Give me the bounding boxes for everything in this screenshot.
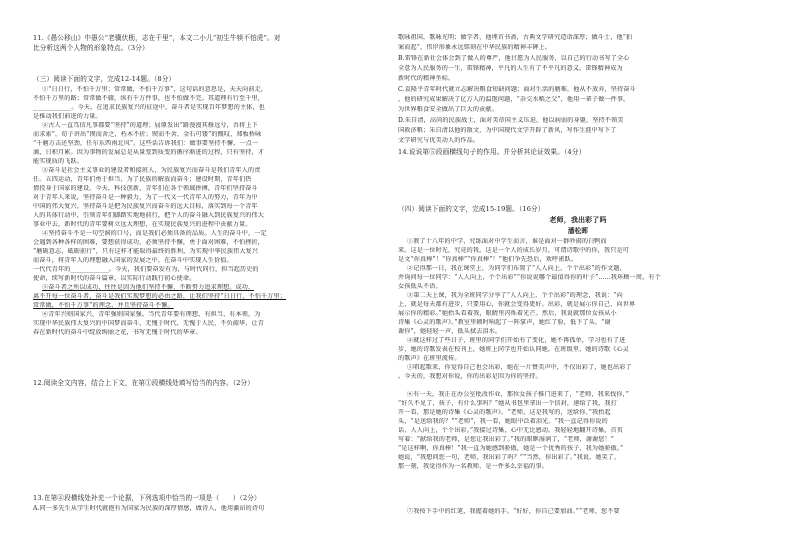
right-column-line: C.袁隆平青年时代就立志解决粮食短缺问题；面对生活的磨难，他从不放弃，坚持奋斗	[398, 86, 636, 93]
right-column-line: （四）阅读下面的文字，完成15-19题。（16分）	[398, 205, 545, 213]
right-column-line: 新时代的精神坐标。	[398, 75, 455, 82]
right-column-line: 开一看，那是她的诗集《心灵的歌声》。“老师，这是我写的，送给你。”我抬起	[398, 409, 611, 416]
right-column-line: 女孩低头不语。	[398, 283, 442, 290]
left-column-line: 滴，日积月累。因为事物的发展总是从量变到质变的循序渐进的过程，只有坚持，才	[33, 149, 265, 156]
left-column-line: 情投身于国家的建设。今天，科技创新、青年们在各个领域拼搏，青年们坚持奋斗	[33, 185, 258, 192]
left-column-line: ①“日日行，不怕千万里；常常做，不怕千万事”，这句话的意思是，天天向前走，	[42, 86, 268, 93]
right-column-line: 国救济粮；朱自清以他的散文，为中国现代文学开辟了新风，写作生涯中写下了	[398, 127, 617, 134]
left-column-line: ②古人一直笃信凡事都要“坚持”的道理；屈原发出“路漫漫其修远兮，吾将上下	[42, 122, 258, 129]
left-column-line: 常常做，不怕千万事”的理念，并且坚持奋斗不懈。	[33, 302, 174, 309]
right-column-line: 来。这是一位时光，究竟的我。这是一个人的成长岁月，可谓诗歌中的你，我只是可	[398, 247, 630, 254]
right-column-line: ⑤唱起歌来，你觉得自己也会出彩，她在一片赞美声中，不仅出彩了，她也出彩了	[407, 364, 632, 371]
answer-area-q12	[33, 390, 358, 490]
right-column-line: ②记得那一日，我在课堂上，为同学们布置了“人人向上，个个出彩”的作文题，	[407, 265, 626, 272]
left-column-line: 对于青年人来说，坚持奋斗是一种毅力，为了一代又一代青年人的努力，青年为中	[33, 194, 258, 201]
right-column-line: 那一刻，我觉得作为一名教师，是一件多么幸福的事。	[398, 463, 548, 470]
left-column-line: 12.阅读全文内容，结合上下文，在第①段横线处填写恰当的内容。（2分）	[33, 379, 255, 387]
right-column-line: 步，她的诗歌发表在校刊上，她班上同学也开始认同她，在班级里，她的诗歌《心灵	[398, 346, 630, 353]
left-column-line: 会遇到各种各样的困难，要想获得成功，必须坚持不懈，勇于面对困难，不怕挫折，	[33, 239, 265, 246]
right-column-line: 文学研究与优美动人的作品。	[398, 137, 480, 144]
left-column-line: 春在新时代的奋斗中绽放绚丽之花，书写无愧于时代的华章。	[33, 329, 202, 336]
answer-area-q11	[33, 54, 358, 72]
right-column-line: ③第二天上课，我为全班同学分享了“人人向上，个个出彩”的理念，我说：“向	[407, 292, 623, 299]
right-column-line: ，他的研究成果解决了亿万人的温饱问题，“杂交水稻之父”，他用一辈子做一件事，	[398, 96, 630, 103]
right-column-line: ④就这样过了些日子，班里的同学们开始有了变化，她不再孤单，学习也有了进	[407, 337, 626, 344]
left-column-line: 使命，续写新时代的奋斗篇章，以实际行动践行初心使命。	[33, 275, 196, 282]
right-column-line: “好久不见了，孩子，有什么事吗？”她从书包里拿出一个信封，递给了我，我打	[398, 400, 617, 407]
right-column-line: ⑦我按下手中的红笔，我握着她的手。“好好，你自己要加油。”“老师，您不要	[407, 508, 620, 515]
left-column-line: ③奋斗是社会主义事业的建设者和接班人，为民族复兴而奋斗是我们青年人的责	[42, 167, 261, 174]
left-column-line: ____________。今天，在追求民族复兴的征途中，奋斗者是实现百年梦想的主体，也	[33, 104, 265, 111]
right-column-line: 。今天的，我想对你说，你的出彩是因为你的坚持。	[398, 373, 542, 380]
left-column-line: 一代代青年的____________。今天，我们要奋发有为，与时代同行，担当起历史的	[33, 266, 259, 273]
answer-area-q14	[398, 158, 758, 200]
right-column-line: 全意为人民服务的一生，雷锋精神，平凡的人生有了不平凡的意义。雷锋精神成为	[398, 65, 623, 72]
right-column-line: 诗集《心灵的歌声》。”教室里顿时响起了一阵掌声，她红了脸，低下了头，“谢	[398, 319, 611, 326]
right-column-line: B.雷锋在新社会体会到了做人的尊严，他甘愿为人民服务，以自己的行动书写了全心	[398, 55, 630, 62]
right-column-line: ⑥有一天，我正在办公室批改作业，那位女孩子推门进来了，“老师，我来找你，”	[407, 391, 630, 398]
left-column-line: 事业中去，新时代的青年要树立远大理想，在实现民族复兴的进程中贡献力量。	[33, 221, 252, 228]
left-column-line: 人的具体行动中，引领青年们脚踏实地地前行，把个人的奋斗融入到民族复兴的伟大	[33, 212, 265, 219]
right-column-line: 歌咏祖国，歌咏光明；做学者，他埋首书斋，古典文学研究造诣深厚；做斗士，他“拍	[398, 34, 633, 41]
left-column-line: 中国的伟大复兴。坚持奋斗是把为民族复兴而奋斗的远大目标，落实到每一个青年	[33, 203, 258, 210]
left-column-line: ⑤奋斗者之所以成功，往往是因为他们坚持不懈，不断努力追求理想。成功，	[42, 284, 255, 291]
left-column-line: A.同一多先生从学生时代就抱有为国家为民族的深厚情感，做诗人，他用激昂的诗句	[33, 505, 265, 512]
left-column-line: 不怕千万里的路；常常做不辍，纵有千万件事，也不怕做不完。其道理有行至千里，	[33, 95, 265, 102]
left-column-line: （三）阅读下面的文字，完成12-14题。（8分）	[33, 75, 176, 83]
left-column-line: “千磨万击还坚劲，任尔东西南北风”。这些话告诉我们：做事要坚持不懈，一点一	[33, 140, 259, 147]
right-column-line: 上，就是每天都有进步，只要用心，你就会变得更好。出彩，就是展示你自己，向世界	[398, 301, 636, 308]
left-column-line: 能实现质的飞跃。	[33, 158, 83, 165]
left-column-line: 13.在第④段横线处补充一个论据，下列选项中恰当的一项是（ ）（2分）	[33, 494, 261, 502]
right-column-line: “是这样啊，你真棒！”我一直为她感到骄傲，她是一个优秀的孩子，我为她骄傲。”	[398, 445, 624, 452]
right-column-line: 的歌声》在班里流传。	[398, 355, 461, 362]
right-column-line: 她说，“我想问您一句，老师，我出彩了吗？”“当然，你出彩了。”我说，她笑了，	[398, 454, 621, 461]
right-column-line: 写着：“献给我的老师，是您让我出彩了。”我的眼眶湿润了，“老师，谢谢您！”	[398, 436, 615, 443]
right-column-line: D.朱自清，高尚的民族战士，面对美帝国主义压迫，他以病弱的身躯，坚持不领美	[398, 117, 624, 124]
right-column-line: 为世界粮食安全做出了巨大的贡献。	[398, 106, 498, 113]
right-column-line: 展示你的精彩。”她抬头看着我，眼睛里闪烁着光芒。然后，我说就那位女孩从小	[398, 310, 617, 317]
left-column-line: 而求索”，荀子讲出“锲而舍之，朽木不折；锲而不舍，金石可镂”的慨叹，郑板桥咏	[33, 131, 262, 138]
left-column-line: 任。五四运动，青年们勇于担当，为了民族的解放而奋斗；建设时期，青年们热	[33, 176, 252, 183]
left-column-line: “磨砺意志，砥砺前行”，只有这样才能取得最终的胜利，为实现中华民族伟大复兴	[33, 248, 259, 255]
right-column-line: 潘松晖	[567, 227, 589, 235]
left-column-line: 离不开每一位奋斗者，奋斗是我们实现梦想的必由之路，让我们坚持“日日行，不怕千万里；	[33, 293, 287, 300]
right-column-line: 并询问每一位同学：“人人向上，个个出彩”“你说说哪个最值得你的叶子”……我环顾一周，有个	[398, 274, 661, 281]
left-column-line: 比分析这两个人物的形象特点。（3分）	[33, 44, 149, 52]
right-column-line: 老师，我出彩了吗	[549, 216, 607, 224]
right-column-line: 话，人人向上，个个出彩。”我接过诗集，心中无比感动。我轻轻地翻开诗集，首页	[398, 427, 623, 434]
left-column-line: 而奋斗，将青年人的理想融入国家的发展之中，在奋斗中实现人生价值。	[33, 257, 233, 264]
left-column-line: ⑥青年兴则国家兴，青年强则国家强。当代青年要有理想、有担当、有本领，为	[42, 311, 261, 318]
right-column-line: ①教了十八年的中学，究练面对中学生而言，谁是面对一群吵闹的白鸭而	[407, 238, 607, 245]
left-column-line: ④坚持奋斗不是一句空洞的口号，而是我们必须具备的品质。人生的奋斗中，一定	[42, 230, 267, 237]
right-column-line: 14.说说第⑤段画横线句子的作用。并分析其论证效果。（4分）	[398, 148, 586, 156]
left-column-line: 是推动我们前进的力量。	[33, 113, 102, 120]
left-column-line: 11.《愚公移山》中愚公“老骥伏枥，志在千里”，本文二小儿“初生牛犊不怕虎”。对	[33, 34, 281, 42]
right-column-line: 谢你”，她轻轻一声，低头拭去泪水。	[398, 328, 502, 335]
right-column-line: 头，“是送给我的？”“老师”，我一看，她眼中泛着泪光。“我一直记得你说的	[398, 418, 608, 425]
right-column-line: 是文“你真棒”！“你真棒”“你真棒”！”他们争先恐后，欢呼雀跃。	[398, 256, 577, 263]
right-column-line: 案而起”，伟岸形象永远铭刻在中华民族的精神丰碑上。	[398, 44, 552, 51]
left-column-line: 实现中华民族伟大复兴的中国梦而奋斗，无愧于时代，无愧于人民，不负韶华，让青	[33, 320, 265, 327]
